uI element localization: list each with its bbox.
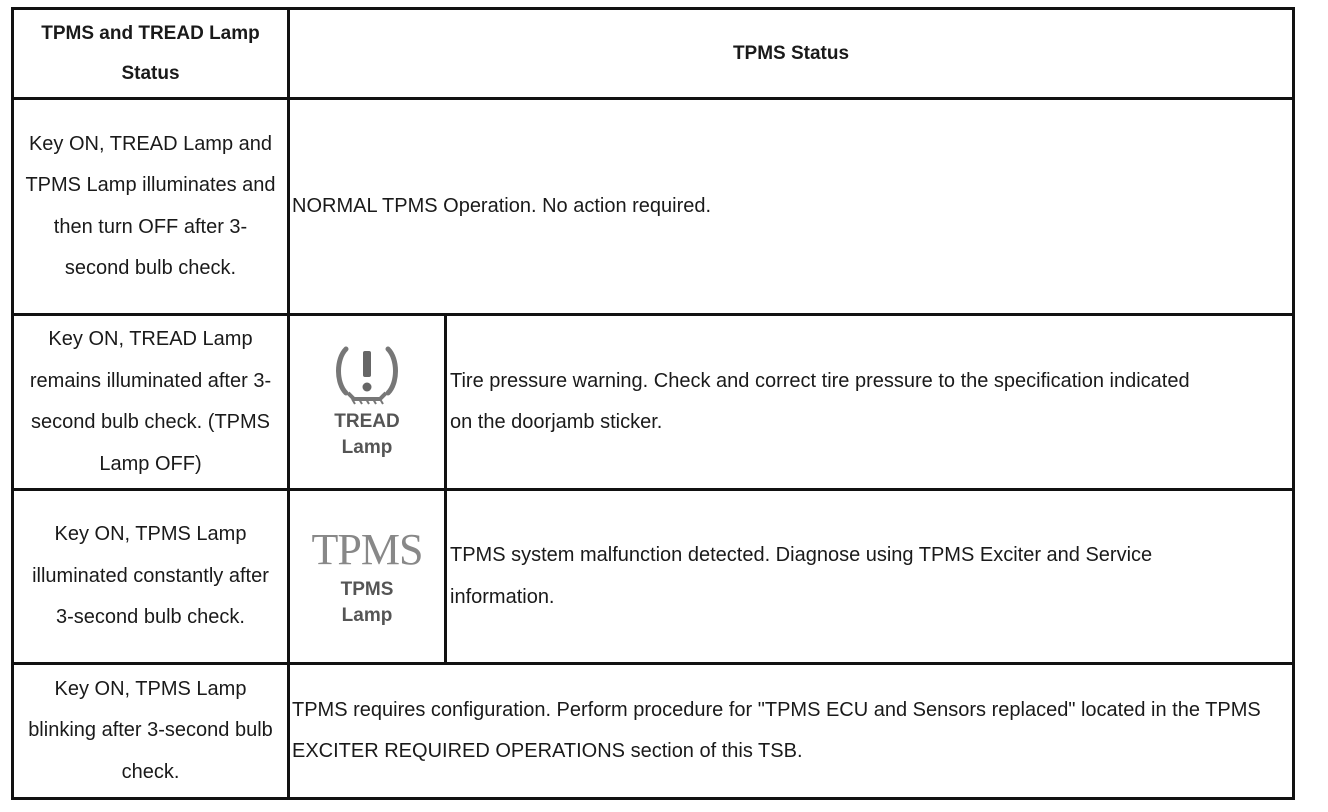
row-2-condition: Key ON, TREAD Lamp remains illuminated after 3-second bulb check. (TPMS Lamp OFF) <box>29 328 272 475</box>
row-4-status: TPMS requires configuration. Perform procedure for "TPMS ECU and Sensors replaced" located in the TPMS EXCITER REQUIRED OPERATIONS section of this TSB. <box>292 698 1261 762</box>
row-4-condition: Key ON, TPMS Lamp blinking after 3-second bulb check. <box>28 677 273 783</box>
row-3-lamp <box>290 491 444 662</box>
tpms-lamp-label: TPMS Lamp <box>340 578 394 626</box>
row-2-status: Tire pressure warning. Check and correct tire pressure to the specification indicated on the doorjamb sticker. <box>450 369 1190 433</box>
header-status: TPMS Status <box>732 42 850 64</box>
row-2-lamp <box>290 316 444 488</box>
tire-pressure-warning-icon <box>332 343 402 405</box>
header-condition: TPMS and TREAD Lamp Status <box>41 22 260 84</box>
row-3-condition: Key ON, TPMS Lamp illuminated constantly after 3-second bulb check. <box>32 523 269 629</box>
tread-lamp-label: TREAD Lamp <box>334 411 400 458</box>
row-1-status: NORMAL TPMS Operation. No action required. <box>292 194 712 217</box>
tpms-status-table <box>11 7 1295 800</box>
row-3-status: TPMS system malfunction detected. Diagnose using TPMS Exciter and Service information. <box>450 544 1153 608</box>
tpms-warning-icon: TPMS <box>311 524 423 574</box>
row-1-condition: Key ON, TREAD Lamp and TPMS Lamp illuminates and then turn OFF after 3-second bulb check. <box>25 132 276 279</box>
